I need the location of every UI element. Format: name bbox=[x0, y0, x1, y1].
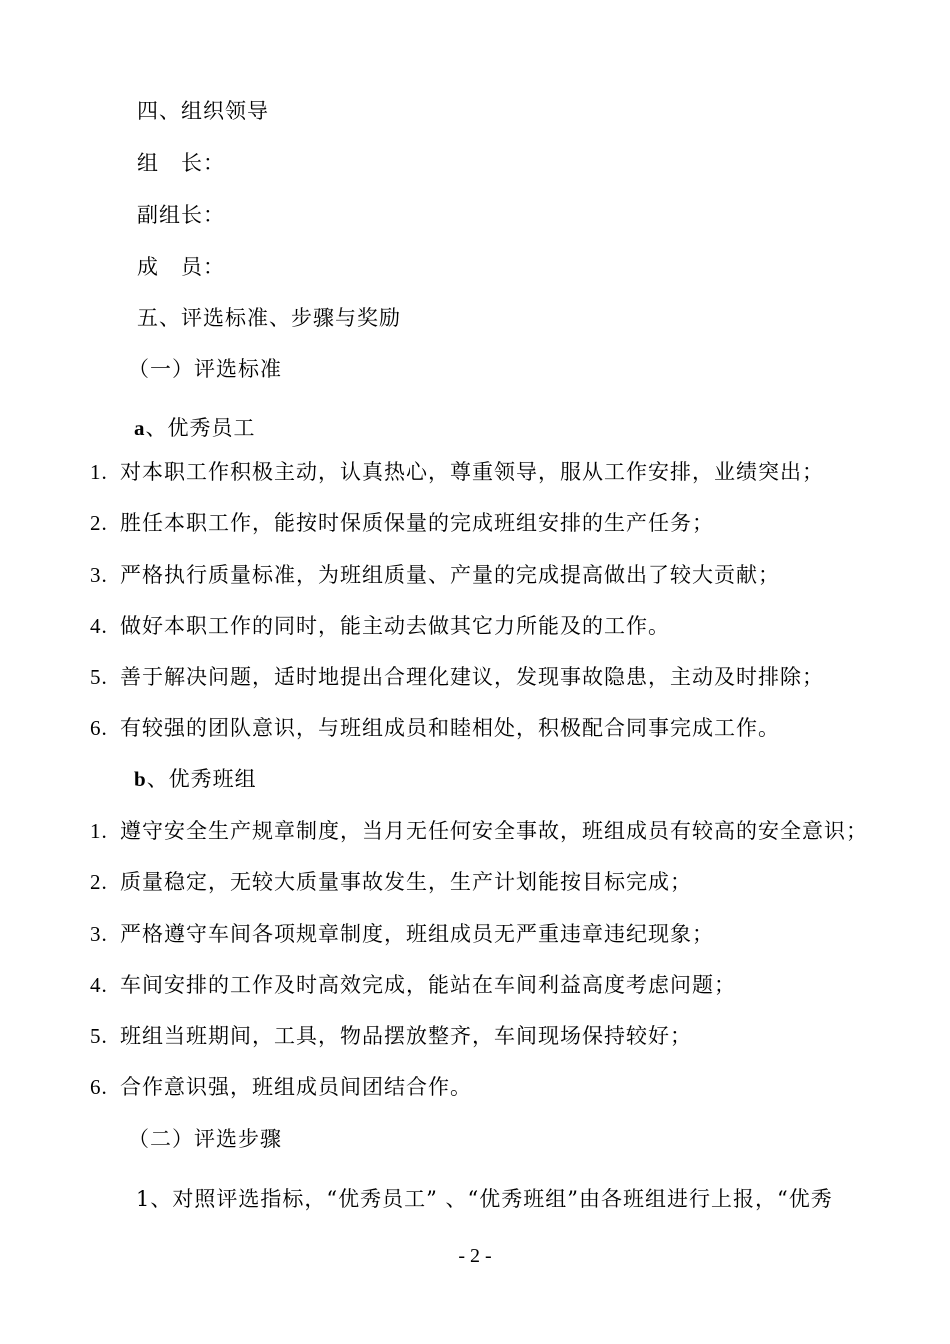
deputy-leader-line: 副组长： bbox=[137, 203, 225, 227]
list-item: 5. 善于解决问题，适时地提出合理化建议，发现事故隐患，主动及时排除； bbox=[90, 665, 824, 689]
list-item: 5. 班组当班期间，工具，物品摆放整齐，车间现场保持较好； bbox=[90, 1024, 692, 1048]
list-item: 3. 严格执行质量标准，为班组质量、产量的完成提高做出了较大贡献； bbox=[90, 563, 780, 587]
list-item: 4. 做好本职工作的同时，能主动去做其它力所能及的工作。 bbox=[90, 614, 670, 638]
label-a: a bbox=[134, 416, 146, 440]
subheading-steps: （二）评选步骤 bbox=[128, 1127, 282, 1151]
list-item: 6. 合作意识强，班组成员间团结合作。 bbox=[90, 1075, 472, 1099]
list-item: 2. 质量稳定，无较大质量事故发生，生产计划能按目标完成； bbox=[90, 870, 692, 894]
leader-line: 组 长： bbox=[137, 151, 225, 175]
subheading-excellent-employee bbox=[134, 414, 256, 442]
list-item: 3. 严格遵守车间各项规章制度，班组成员无严重违章违纪现象； bbox=[90, 922, 714, 946]
members-line: 成 员： bbox=[137, 255, 225, 279]
steps-paragraph: 1、对照评选指标，“优秀员工” 、“优秀班组”由各班组进行上报，“优秀 bbox=[136, 1187, 833, 1211]
label-b-title: 、优秀班组 bbox=[146, 767, 257, 791]
list-item: 4. 车间安排的工作及时高效完成，能站在车间利益高度考虑问题； bbox=[90, 973, 736, 997]
list-item: 1. 对本职工作积极主动，认真热心，尊重领导，服从工作安排，业绩突出； bbox=[90, 460, 824, 484]
list-item: 6. 有较强的团队意识，与班组成员和睦相处，积极配合同事完成工作。 bbox=[90, 716, 780, 740]
section-heading-organization: 四、组织领导 bbox=[137, 99, 269, 123]
section-heading-criteria: 五、评选标准、步骤与奖励 bbox=[137, 306, 401, 330]
label-a-title: 、优秀员工 bbox=[145, 416, 256, 440]
label-b: b bbox=[134, 767, 147, 791]
list-item: 2. 胜任本职工作，能按时保质保量的完成班组安排的生产任务； bbox=[90, 511, 714, 535]
list-item: 1. 遵守安全生产规章制度，当月无任何安全事故，班组成员有较高的安全意识； bbox=[90, 819, 868, 843]
subheading-standards: （一）评选标准 bbox=[128, 357, 282, 381]
subheading-excellent-team bbox=[134, 765, 257, 793]
page-number: - 2 - bbox=[458, 1245, 492, 1267]
